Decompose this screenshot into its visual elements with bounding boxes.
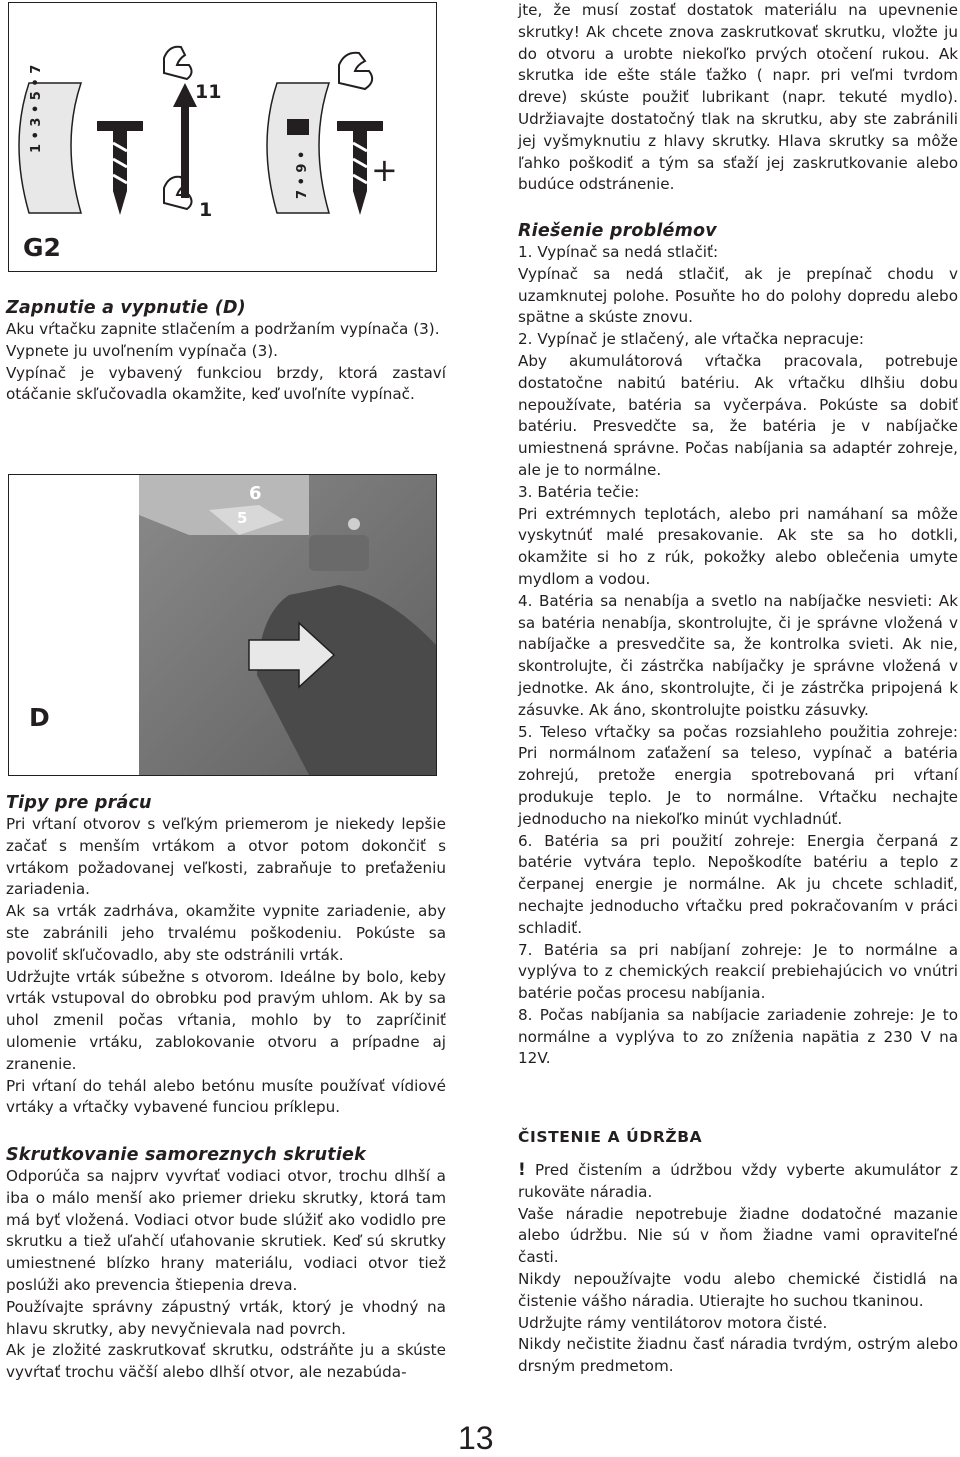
g2-num-top: 11 bbox=[195, 81, 222, 103]
figure-label-g2: G2 bbox=[23, 233, 61, 262]
paragraph: jte, že musí zostať dostatok materiálu na upevnenie skrutky! Ak chcete znova zaskrutkovať skrutku, vložte ju do otvoru a urobte niekoľko prvých otočení rukou. Ak skrutka ide ešte stále ťažko ( napr. pri veľmi tvrdom dreve) skúste použiť lubrikant (napr. tekuté mydlo). Udržiavajte dostatočný tlak na skrutku, aby ste zabránili jej vyšmyknutiu z hlavy skrutky. Hlava skrutky sa môže ľahko poškodiť a tým sa sťaží jej zaskrutkovanie alebo budúce odstránenie. bbox=[518, 1, 958, 194]
list-item: Aby akumulátorová vŕtačka pracovala, potrebuje dostatočne nabitú batériu. Ak vŕtačku dlhšiu dobu nepoužívate, batéria sa vyčerpáva. Pokúste sa dobiť batériu. Presvedčte sa, že batéria je v nabíjačke umiestnená správne. Počas nabíjania sa adaptér zohreje, ale je to normálne. bbox=[518, 351, 958, 479]
list-item: 6. Batéria sa pri použití zohreje: Energia čerpaná z batérie vytvára teplo. Nepoškodíte batériu a teplo z čerpanej energie je normálne. Ak ju chcete schladiť, nechajte jednoducho vŕtačku pred pokračovaním v práci schladiť. bbox=[518, 831, 958, 937]
figure-g2 bbox=[8, 2, 437, 272]
list-item: 8. Počas nabíjania sa nabíjacie zariadenie zohreje: Je to normálne a vyplýva to zo zníženia napätia z 230 V na 12V. bbox=[518, 1005, 958, 1068]
drill-dial-5: 5 bbox=[237, 509, 248, 527]
list-item: 2. Vypínač je stlačený, ale vŕtačka nepracuje: bbox=[518, 330, 865, 349]
figure-label-d: D bbox=[29, 703, 50, 732]
drill-dial-6: 6 bbox=[249, 483, 262, 504]
list-item: 7. Batéria sa pri nabíjaní zohreje: Je to normálne a vyplýva to z chemických reakcií prebiehajúcich vo vnútri batérie počas procesu nabíjania. bbox=[518, 940, 958, 1003]
heading-zapnutie: Zapnutie a vypnutie (D) bbox=[6, 298, 246, 318]
paragraph: Používajte správny zápustný vrták, ktorý je vhodný na hlavu skrutky, aby nevyčnievala nad povrch. bbox=[6, 1297, 446, 1338]
paragraph: Nikdy nečistite žiadnu časť náradia tvrdým, ostrým alebo drsným predmetom. bbox=[518, 1335, 958, 1376]
g2-num-bottom: 1 bbox=[199, 199, 213, 221]
list-item: 5. Teleso vŕtačky sa počas rozsiahleho použitia zohreje: Pri normálnom zaťažení sa teleso, vypínač a batéria zohrejú, pretože energia spotrebovaná pri vŕtaní produkuje teplo. Je to normálne. Vŕtačku nechajte jednoducho na niekoľko minút vychladnúť. bbox=[518, 722, 958, 828]
paragraph: Vaše náradie nepotrebuje žiadne dodatočné mazanie alebo údržbu. Nie sú v ňom žiadne vami opraviteľné časti. bbox=[518, 1204, 958, 1267]
figure-d bbox=[8, 474, 437, 776]
list-item: Pri extrémnych teplotách, alebo pri namáhaní sa môže vyskytnúť malé presakovanie. Ak ste sa ho dotkli, okamžite si ho z rúk, pokožky alebo oblečenia umyte mydlom a vodou. bbox=[518, 504, 958, 588]
weak-arm-icon bbox=[164, 47, 192, 79]
heading-skrutkovanie: Skrutkovanie samoreznych skrutiek bbox=[6, 1145, 366, 1165]
paragraph: Pri vŕtaní do tehál alebo betónu musíte používať vídiové vrtáky a vŕtačky vybavené funciou príklepu. bbox=[6, 1076, 446, 1117]
paragraph: Ak je zložité zaskrutkovať skrutku, odstráňte ju a skúste vyvŕtať trochu väčší alebo dlhší otvor, ale nezabúda- bbox=[6, 1341, 446, 1382]
paragraph: Odporúča sa najprv vyvŕtať vodiaci otvor, trochu dlhší a iba o málo menší ako priemer drieku skrutky, ktorá tam má byť vložená. Vodiaci otvor bude slúžiť ako vodidlo pre skrutku a tiež uľahčí uťahovanie skrutiek. Keď sú skrutky umiestnené blízko hrany materiálu, vodiaci otvor tiež poslúži ako prevencia štiepenia dreva. bbox=[6, 1167, 446, 1294]
g2-marks-right: 7 • 9 • bbox=[295, 150, 310, 199]
paragraph: Aku vŕtačku zapnite stlačením a podržaním vypínača (3). bbox=[6, 320, 440, 338]
paragraph: Udržujte vrták súbežne s otvorom. Ideálne by bolo, keby vrták vstupoval do obrobku pod pravým uhlom. Ak by sa uhol zmenil počas vŕtania, mohlo by to zapríčiniť ulomenie vrtáku, zablokovanie otvoru a prípadne aj zranenie. bbox=[6, 967, 446, 1073]
heading-riesenie: Riešenie problémov bbox=[518, 221, 717, 241]
paragraph: Vypnete ju uvoľnením vypínača (3). bbox=[6, 341, 279, 360]
troubleshooting-list bbox=[518, 242, 958, 1070]
paragraph-warning bbox=[518, 1160, 958, 1204]
strong-arm-icon bbox=[339, 53, 372, 89]
screw-illustration bbox=[9, 3, 436, 271]
heading-tipy: Tipy pre prácu bbox=[6, 793, 152, 813]
drill-photo bbox=[9, 475, 436, 775]
page-number: 13 bbox=[458, 1420, 494, 1456]
warning-text: Pred čistením a údržbou vždy vyberte akumulátor z rukoväte náradia. bbox=[518, 1161, 959, 1201]
paragraph: Pri vŕtaní otvorov s veľkým priemerom je niekedy lepšie začať s menším vrtákom a otvor potom dokončiť s vrtákom požadovanej veľkosti, zabraňuje to preťaženiu zariadenia. bbox=[6, 815, 446, 899]
paragraph: Vypínač je vybavený funkciou brzdy, ktorá zastaví otáčanie skľučovadla okamžite, keď uvoľníte vypínač. bbox=[6, 363, 446, 404]
list-item: Vypínač sa nedá stlačiť, ak je prepínač chodu v uzamknutej polohe. Posuňte ho do polohy dopredu alebo spätne a skúste znovu. bbox=[518, 264, 958, 327]
g2-plus: + bbox=[371, 151, 398, 189]
list-item: 4. Batéria sa nenabíja a svetlo na nabíjačke nesvieti: Ak sa batéria nenabíja, skontrolujte, či je správne vložená v nabíjačke a presvedčite sa, že kontrolka svieti. Ak nie, skontrolujte, či zástrčka nabíjačky je správne vložená v jednotke. Ak áno, skontrolujte, či je zástrčka pripojená k zásuvke. Ak áno, skontrolujte poistku zásuvky. bbox=[518, 591, 958, 719]
paragraph: Ak sa vrták zadrháva, okamžite vypnite zariadenie, aby ste zabránili jeho trvalému poškodeniu. Pokúste sa povoliť skľučovadlo, aby ste odstránili vrták. bbox=[6, 902, 446, 964]
g2-marks-left: 1 • 3 • 5 • 7 bbox=[29, 64, 44, 153]
paragraph: Udržujte rámy ventilátorov motora čisté. bbox=[518, 1313, 828, 1332]
warning-icon: ! bbox=[518, 1160, 526, 1180]
paragraph: Nikdy nepoužívajte vodu alebo chemické čistidlá na čistenie vášho náradia. Utierajte ho suchou tkaninou. bbox=[518, 1269, 958, 1310]
list-item: 1. Vypínač sa nedá stlačiť: bbox=[518, 243, 719, 261]
heading-cistenie: ČISTENIE A ÚDRŽBA bbox=[518, 1128, 703, 1146]
list-item: 3. Batéria tečie: bbox=[518, 482, 640, 501]
